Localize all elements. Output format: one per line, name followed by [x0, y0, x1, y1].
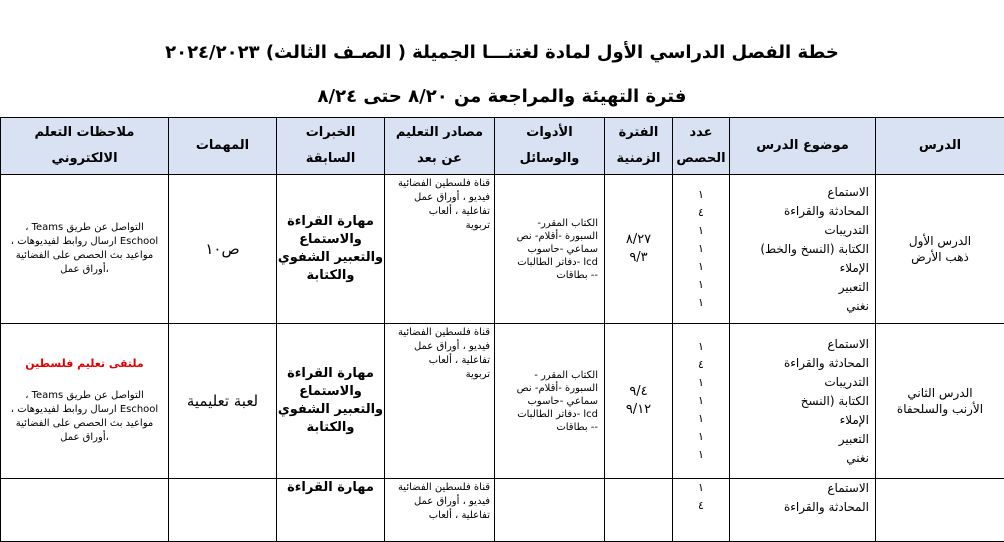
sources-cell-line: فيديو ، أوراق عمل	[385, 495, 490, 509]
topic-cell-line: الاستماع	[730, 335, 869, 354]
experience-cell-line: مهارة القراءة	[277, 213, 384, 231]
lesson-cell-line: الأرنب والسلحفاة	[876, 401, 1004, 417]
lesson-cell-line: ذهب الأرض	[876, 249, 1004, 265]
tools-cell	[495, 479, 605, 542]
tasks-cell: ص١٠	[169, 175, 277, 324]
topic-cell	[730, 479, 876, 542]
count-cell-line: ١	[673, 222, 729, 240]
tools-cell	[495, 175, 605, 324]
period-cell-line: ٨/٢٧	[605, 231, 672, 249]
experience-cell	[277, 479, 385, 542]
period-cell	[605, 324, 673, 479]
tools-cell-line: سماعي -حاسوب	[495, 395, 598, 408]
notes-cell-line: التواصل عن طريق Teams ،	[1, 221, 168, 235]
sources-cell-line: تفاعلية ، ألعاب	[385, 205, 490, 219]
header-row	[1, 118, 1004, 175]
lesson-cell	[876, 479, 1004, 542]
notes-cell-line: ،أوراق عمل	[1, 263, 168, 277]
period-cell	[605, 479, 673, 542]
topic-cell-line: الاستماع	[730, 479, 869, 498]
tools-cell-line: السبورة -أقلام- نص	[495, 382, 598, 395]
header-tasks: المهمات	[169, 118, 277, 175]
lesson-cell	[876, 175, 1004, 324]
tools-cell-line: الكتاب المقرر -	[495, 369, 598, 382]
sources-cell-line: قناة فلسطين الفضائية	[385, 326, 490, 340]
tools-cell-line: -- بطاقات	[495, 269, 598, 282]
highlight-label: ملتقى تعليم فلسطين	[1, 357, 168, 371]
count-cell-line: ١	[673, 276, 729, 294]
tasks-cell: لعبة تعليمية	[169, 324, 277, 479]
count-cell-line: ١	[673, 338, 729, 356]
count-cell-line: ١	[673, 392, 729, 410]
count-cell-line: ١	[673, 410, 729, 428]
sources-cell-line: تفاعلية ، ألعاب	[385, 354, 490, 368]
notes-cell	[1, 479, 169, 542]
notes-cell	[1, 175, 169, 324]
topic-cell-line: المحادثة والقراءة	[730, 354, 869, 373]
tools-cell-line: -- بطاقات	[495, 421, 598, 434]
experience-cell-line: والتعبير الشفوي	[277, 249, 384, 267]
lesson-cell-line: الدرس الأول	[876, 233, 1004, 249]
tools-cell-line: سماعي -حاسوب	[495, 243, 598, 256]
count-cell-line: ١	[673, 258, 729, 276]
sources-cell-line: قناة فلسطين الفضائية	[385, 481, 490, 495]
header-lesson: الدرس	[876, 118, 1004, 175]
topic-cell-line: نغني	[730, 297, 869, 316]
sources-cell-line: تربوية	[385, 219, 490, 233]
topic-cell-line: نغني	[730, 449, 869, 468]
period-cell-line: ٩/٤	[605, 383, 672, 401]
notes-cell-line: ،أوراق عمل	[1, 431, 168, 445]
sources-cell	[385, 175, 495, 324]
count-cell-line: ٤	[673, 204, 729, 222]
topic-cell-line: التعبير	[730, 278, 869, 297]
header-topic: موضوع الدرس	[730, 118, 876, 175]
experience-cell-line: مهارة القراءة	[277, 479, 384, 497]
plan-table	[0, 117, 1004, 542]
count-cell-line: ١	[673, 479, 729, 497]
sources-cell-line: تربوية	[385, 368, 490, 382]
experience-cell-line: مهارة القراءة	[277, 365, 384, 383]
count-cell-line: ١	[673, 294, 729, 312]
notes-cell	[1, 324, 169, 479]
topic-cell	[730, 175, 876, 324]
table-row	[1, 479, 1004, 542]
topic-cell-line: الكتابة (النسخ والخط)	[730, 240, 869, 259]
count-cell-line: ١	[673, 428, 729, 446]
tools-cell-line: lcd -دفاتر الطالبات	[495, 408, 598, 421]
notes-cell-line: التواصل عن طريق Teams ،	[1, 389, 168, 403]
sources-cell	[385, 479, 495, 542]
table-row	[1, 175, 1004, 324]
topic-cell-line: الإملاء	[730, 259, 869, 278]
page-title: خطة الفصل الدراسي الأول لمادة لغتنـــا الجميلة ( الصـف الثالث) ٢٠٢٤/٢٠٢٣	[0, 42, 1004, 63]
header-notes: ملاحظات التعلم الالكتروني	[1, 118, 169, 175]
notes-cell-line: Eschool ارسال روابط لفيديوهات ،	[1, 235, 168, 249]
experience-cell-line: والاستماع	[277, 231, 384, 249]
header-sources: مصادر التعليم عن بعد	[385, 118, 495, 175]
topic-cell-line: الكتابة (النسخ	[730, 392, 869, 411]
experience-cell-line: والكتابة	[277, 267, 384, 285]
count-cell-line: ١	[673, 240, 729, 258]
tools-cell-line: lcd -دفاتر الطالبات	[495, 256, 598, 269]
sources-cell-line: تفاعلية ، ألعاب	[385, 509, 490, 523]
topic-cell-line: المحادثة والقراءة	[730, 498, 869, 517]
experience-cell-line: والتعبير الشفوي	[277, 401, 384, 419]
period-cell-line: ٩/١٢	[605, 401, 672, 419]
sources-cell-line: قناة فلسطين الفضائية	[385, 177, 490, 191]
count-cell	[673, 175, 730, 324]
experience-cell-line: والكتابة	[277, 419, 384, 437]
count-cell	[673, 479, 730, 542]
tasks-cell	[169, 479, 277, 542]
notes-cell-line: مواعيد بث الحصص على الفضائية	[1, 417, 168, 431]
notes-cell-line: مواعيد بث الحصص على الفضائية	[1, 249, 168, 263]
header-period: الفترة الزمنية	[605, 118, 673, 175]
header-tools: الأدوات والوسائل	[495, 118, 605, 175]
period-cell-line: ٩/٣	[605, 249, 672, 267]
table-row	[1, 324, 1004, 479]
experience-cell	[277, 175, 385, 324]
period-cell	[605, 175, 673, 324]
topic-cell-line: الإملاء	[730, 411, 869, 430]
count-cell-line: ٤	[673, 497, 729, 515]
count-cell-line: ١	[673, 446, 729, 464]
tools-cell	[495, 324, 605, 479]
tools-cell-line: الكتاب المقرر-	[495, 217, 598, 230]
header-experience: الخبرات السابقة	[277, 118, 385, 175]
topic-cell	[730, 324, 876, 479]
experience-cell	[277, 324, 385, 479]
lesson-cell-line: الدرس الثاني	[876, 385, 1004, 401]
tools-cell-line: السبورة -أقلام- نص	[495, 230, 598, 243]
count-cell-line: ١	[673, 186, 729, 204]
notes-cell-line: Eschool ارسال روابط لفيديوهات ،	[1, 403, 168, 417]
count-cell	[673, 324, 730, 479]
header-count: عدد الحصص	[673, 118, 730, 175]
sources-cell-line: فيديو ، أوراق عمل	[385, 191, 490, 205]
lesson-cell	[876, 324, 1004, 479]
count-cell-line: ١	[673, 374, 729, 392]
topic-cell-line: التدريبات	[730, 373, 869, 392]
sources-cell	[385, 324, 495, 479]
experience-cell-line: والاستماع	[277, 383, 384, 401]
topic-cell-line: المحادثة والقراءة	[730, 202, 869, 221]
topic-cell-line: التعبير	[730, 430, 869, 449]
page-subtitle: فترة التهيئة والمراجعة من ٨/٢٠ حتى ٨/٢٤	[0, 86, 1004, 107]
sources-cell-line: فيديو ، أوراق عمل	[385, 340, 490, 354]
count-cell-line: ٤	[673, 356, 729, 374]
topic-cell-line: التدريبات	[730, 221, 869, 240]
topic-cell-line: الاستماع	[730, 183, 869, 202]
